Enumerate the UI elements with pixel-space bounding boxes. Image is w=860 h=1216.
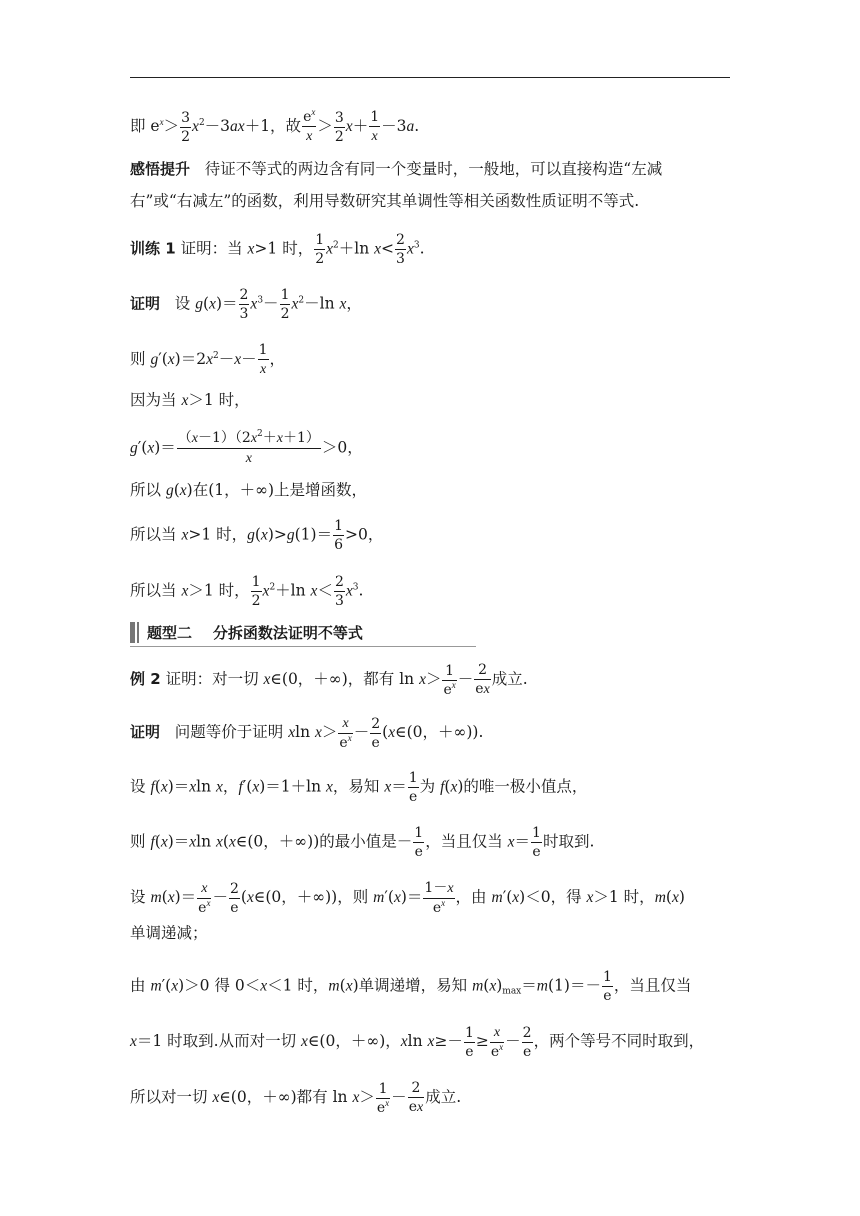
proof-line: 因为当 x＞1 时， — [130, 391, 250, 409]
proof-line: 由 m′(x)＞0 得 0＜x＜1 时，m(x)单调递增，易知 $m(x)_{max}=m(1)=-$ $\frac{1}{e}$ ，当且仅当 — [130, 969, 692, 1004]
insight-text: 待证不等式的两边含有同一个变量时，一般地，可以直接构造“左减 — [204, 160, 663, 178]
proof-label: 证明 — [130, 294, 161, 313]
training-label: 训练 1 — [130, 239, 176, 258]
training-statement: 训练 1 证明：当 x>1 时， $\frac{1}{2}$ $x^2+\ln$ x< $\frac{2}{3}$ $x^3$. — [130, 232, 425, 267]
proof-line: 证明 设 g(x)＝ $\frac{2}{3}$ $x^3-$ $\frac{1}{2}$ $x^2-\ln$ x， — [130, 287, 362, 322]
example-label: 例 2 — [130, 670, 161, 688]
proof-line: 证明 问题等价于证明 xln x＞ $\frac{x}{e^x}$ － $\frac{2}{e}$ (x∈(0，＋∞)). — [130, 715, 484, 751]
proof-line: 则 f(x)＝xln x(x∈(0，＋∞))的最小值是－ $\frac{1}{e}$ ，当且仅当 x＝ $\frac{1}{e}$ 时取到. — [130, 825, 595, 860]
section-header — [130, 620, 476, 647]
proof-line: 所以当 x＞1 时， $\frac{1}{2}$ $x^2+\ln$ x＜ $\frac{2}{3}$ $x^3$. — [130, 574, 364, 609]
proof-line: 所以当 x>1 时，g(x)>g(1)＝ $\frac{1}{6}$ >0， — [130, 518, 384, 553]
proof-label: 证明 — [130, 723, 161, 741]
section-title: 题型二 分拆函数法证明不等式 — [147, 624, 363, 642]
insight-label: 感悟提升 — [130, 160, 191, 178]
proof-line: 则 $g'(x)=2x^2-x-$ $\frac{1}{x}$ ， — [130, 342, 286, 377]
proof-line: 所以 g(x)在(1，＋∞)上是增函数， — [130, 481, 368, 499]
section-bar — [137, 622, 139, 643]
section-bar — [130, 622, 135, 643]
proof-line: 所以对一切 x∈(0，＋∞)都有 ln x＞ $\frac{1}{e^x}$ － $\frac{2}{ex}$ 成立. — [130, 1080, 462, 1116]
proof-line: 设 m(x)＝ $\frac{x}{e^x}$ － $\frac{2}{e}$ (x∈(0，＋∞))，则 m′(x)＝ $\frac{1-x}{e^x}$ ，由 m′(x)＜0，得 x＞1 时，m(x) — [130, 880, 685, 916]
example-statement: 例 2 证明：对一切 x∈(0，＋∞)，都有 ln x＞ $\frac{1}{e^x}$ － $\frac{2}{ex}$ 成立. — [130, 662, 528, 698]
header-rule — [130, 77, 730, 78]
proof-line: 设 f(x)＝xln x，f′(x)＝1＋ln x，易知 x＝ $\frac{1}{e}$ 为 f(x)的唯一极小值点， — [130, 770, 588, 805]
proof-line: 单调递减； — [130, 924, 208, 942]
insight-paragraph-cont: 右”或“右减左”的函数，利用导数研究其单调性等相关函数性质证明不等式. — [130, 192, 640, 210]
proof-line: x＝1 时取到.从而对一切 x∈(0，＋∞)，xln x≥－ $\frac{1}{e}$ ≥ $\frac{x}{e^x}$ － $\frac{2}{e}$ ，两个等号不同时取到， — [130, 1024, 705, 1060]
text-line: 即 $e^x>$ $\frac{3}{2}$ $x^2-3ax+1$，故 $\frac{e^x}{x}$ ＞ $\frac{3}{2}$ x＋ $\frac{1}{x}$ －3a. — [130, 107, 420, 145]
insight-paragraph — [130, 158, 730, 180]
proof-line: g′(x)＝ $\frac{(x-1)(2x^2+x+1)}{x}$ ＞0， — [130, 429, 363, 466]
